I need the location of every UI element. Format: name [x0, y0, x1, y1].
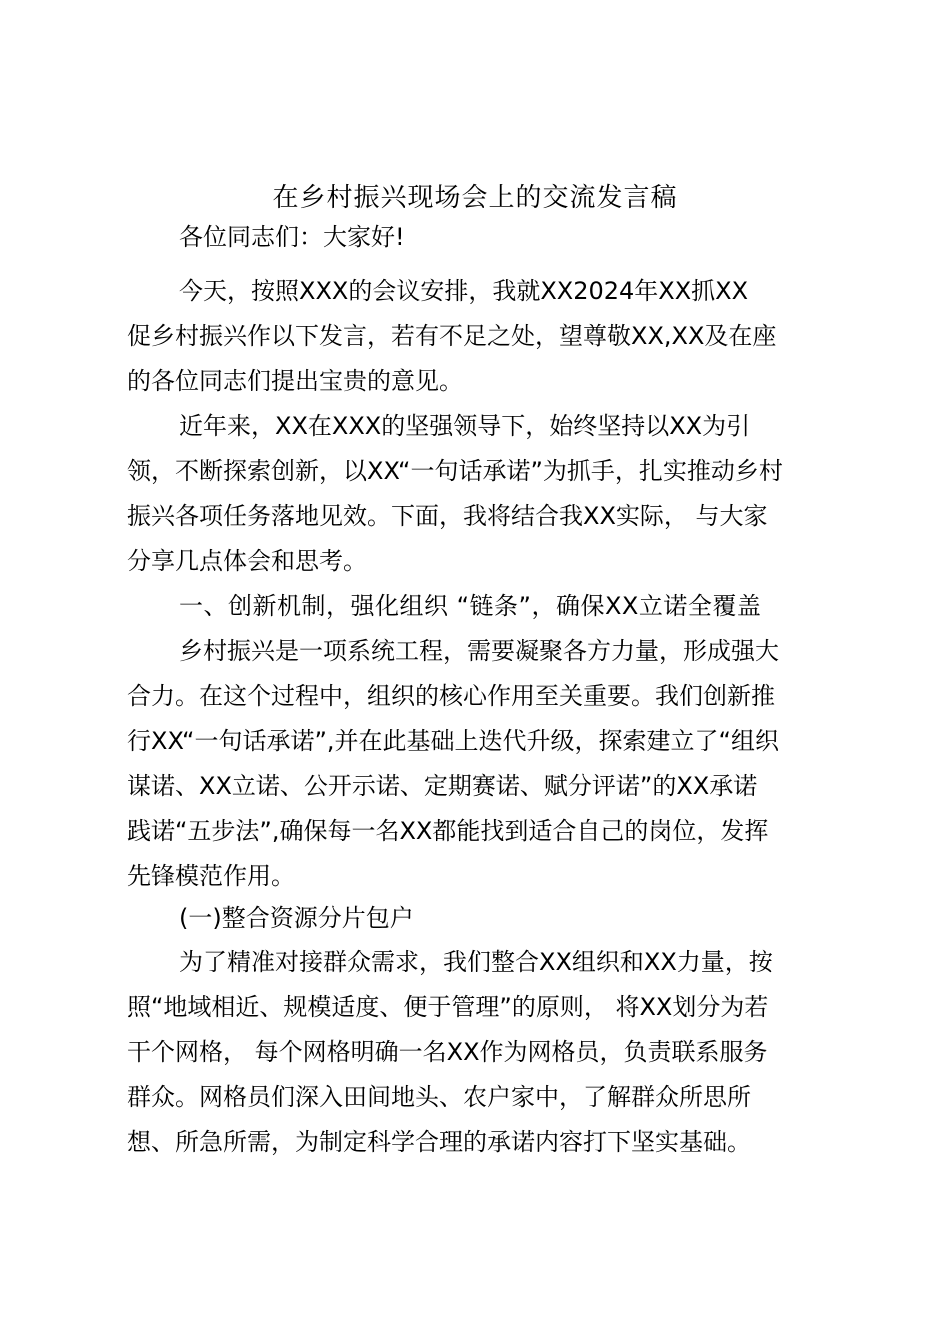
paragraph-line: 谋诺、XX立诺、公开示诺、定期赛诺、赋分评诺”的XX承诺 [127, 772, 758, 800]
paragraph-line: 领，不断探索创新，以XX“一句话承诺”为抓手，扎实推动乡村 [127, 457, 783, 485]
paragraph-line: 合力。在这个过程中，组织的核心作用至关重要。我们创新推 [127, 682, 775, 710]
greeting-line: 各位同志们：大家好! [179, 223, 405, 251]
document-title: 在乡村振兴现场会上的交流发言稿 [272, 183, 678, 213]
paragraph-line: 的各位同志们提出宝贵的意见。 [127, 367, 463, 395]
paragraph-line: 想、所急所需，为制定科学合理的承诺内容打下坚实基础。 [127, 1128, 751, 1156]
paragraph-line: 践诺“五步法”,确保每一名XX都能找到适合自己的岗位，发挥 [127, 817, 769, 845]
paragraph-line: 群众。网格员们深入田间地头、农户家中，了解群众所思所 [127, 1083, 751, 1111]
paragraph-line: 近年来，XX在XXX的坚强领导下，始终坚持以XX为引 [179, 412, 751, 440]
paragraph-line: 乡村振兴是一项系统工程，需要凝聚各方力量，形成强大 [179, 637, 779, 665]
paragraph-line: 先锋模范作用。 [127, 862, 295, 890]
section-heading: 一、创新机制，强化组织 “链条”，确保XX立诺全覆盖 [179, 592, 762, 620]
paragraph-line: 促乡村振兴作以下发言，若有不足之处，望尊敬XX,XX及在座 [127, 322, 777, 350]
subsection-heading: (一)整合资源分片包户 [179, 904, 414, 932]
paragraph-line: 为了精准对接群众需求，我们整合XX组织和XX力量，按 [179, 948, 773, 976]
paragraph-line: 分享几点体会和思考。 [127, 547, 367, 575]
paragraph-line: 振兴各项任务落地见效。下面，我将结合我XX实际， 与大家 [127, 502, 768, 530]
paragraph-line: 照“地域相近、规模适度、便于管理”的原则， 将XX划分为若 [127, 993, 769, 1021]
paragraph-line: 今天，按照XXX的会议安排，我就XX2024年XX抓XX [179, 277, 749, 305]
paragraph-line: 干个网格， 每个网格明确一名XX作为网格员，负责联系服务 [127, 1038, 768, 1066]
paragraph-line: 行XX“一句话承诺”,并在此基础上迭代升级，探索建立了“组织 [127, 727, 779, 755]
